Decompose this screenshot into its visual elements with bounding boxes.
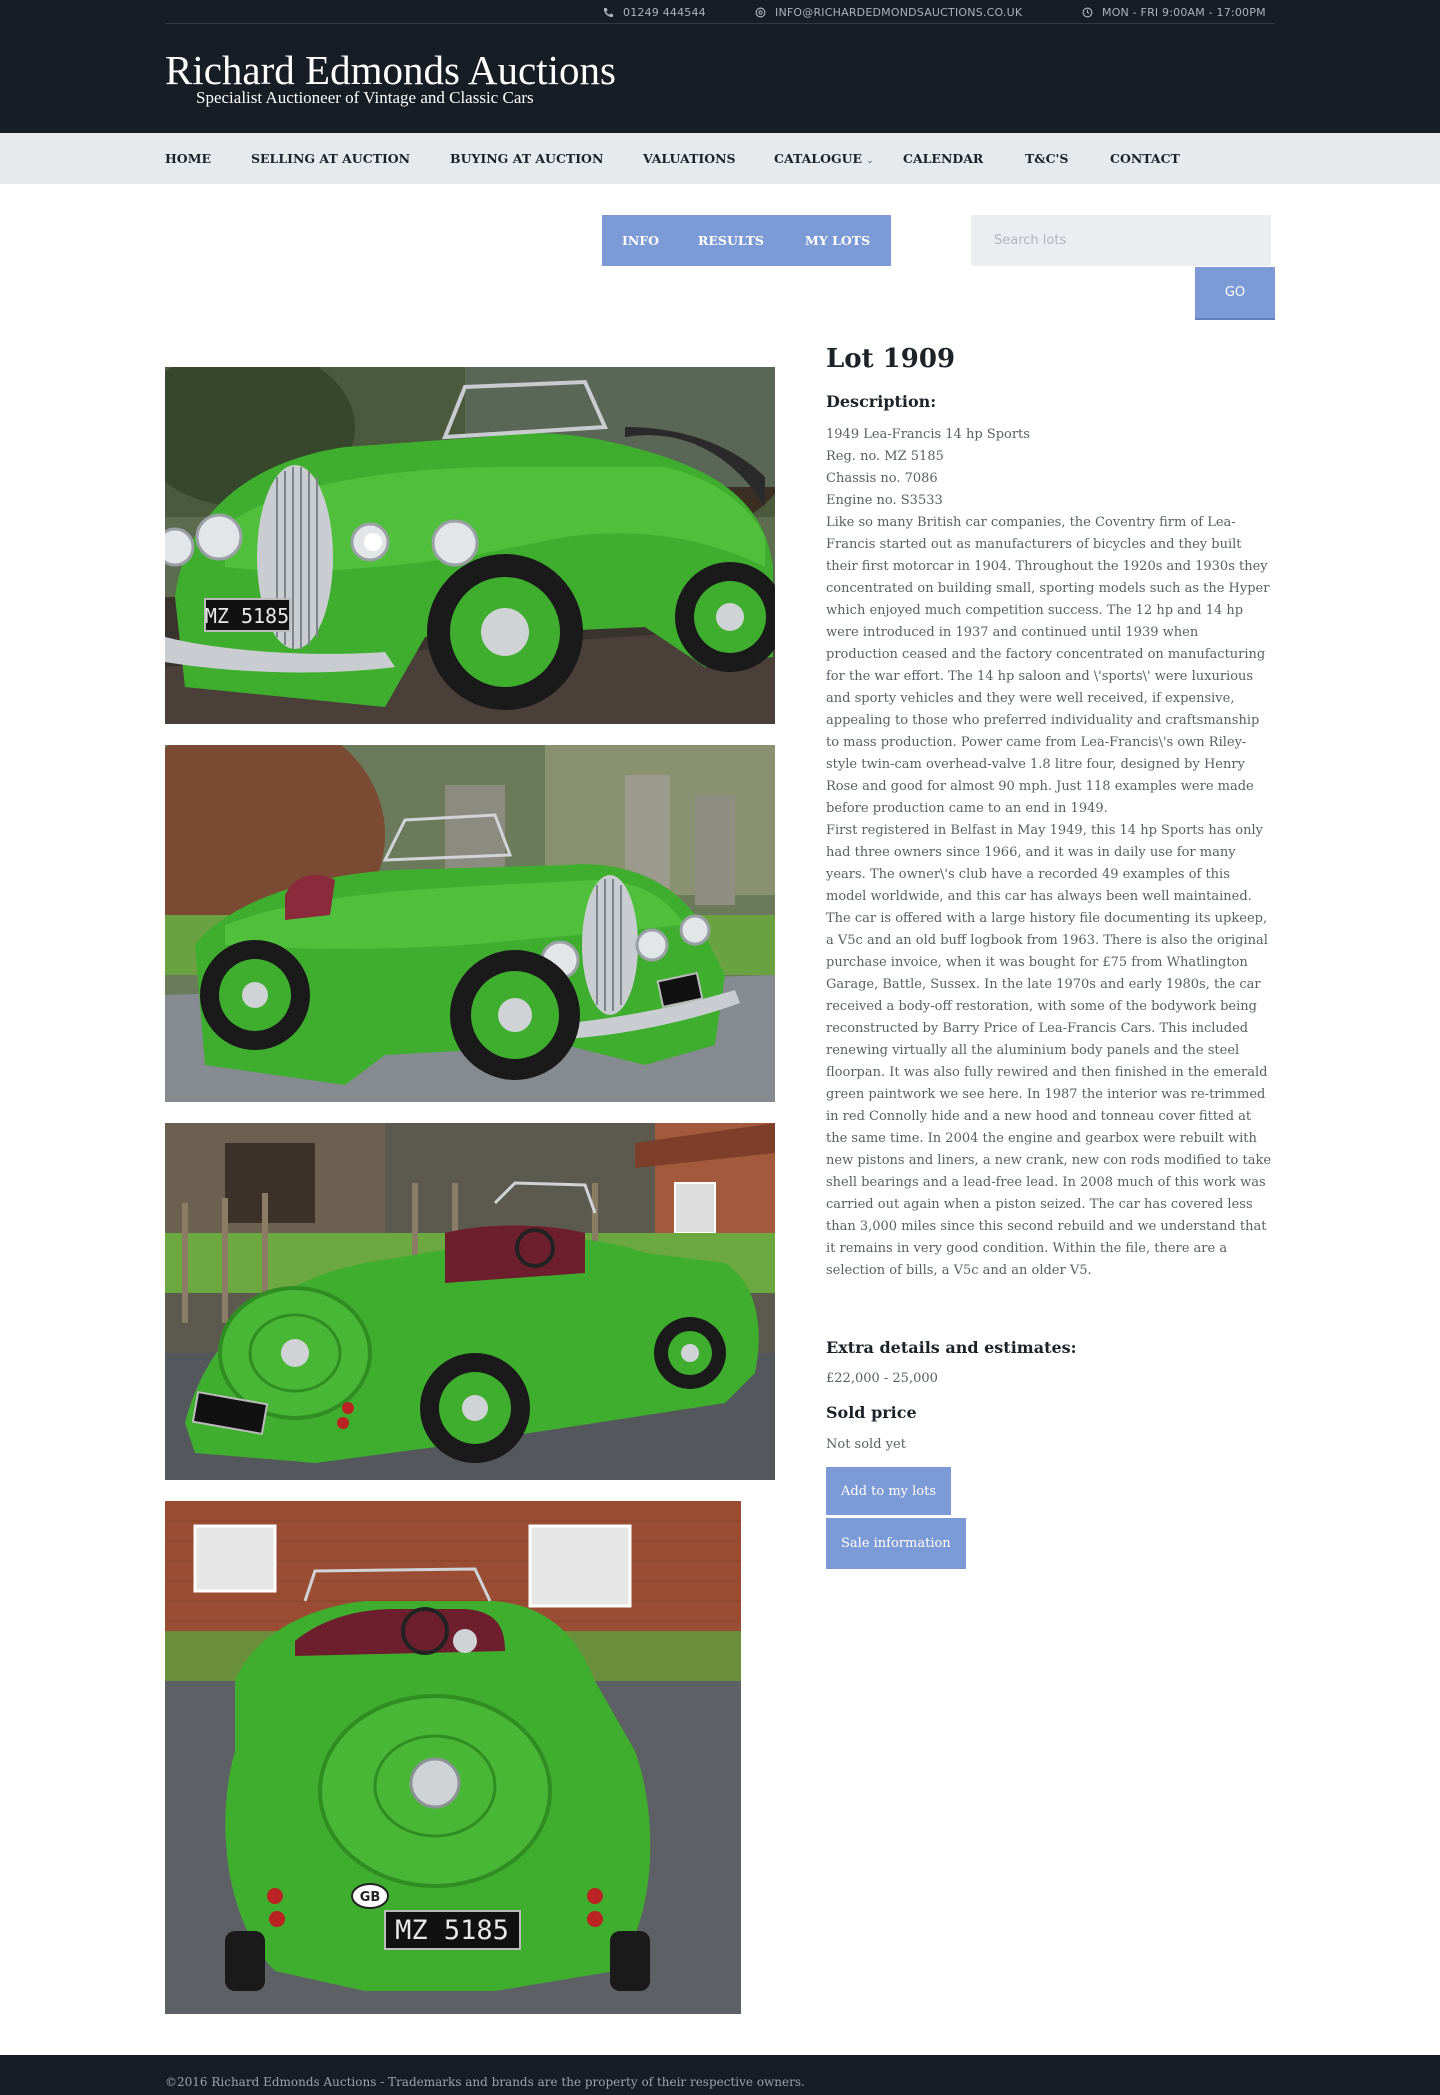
phone-icon (603, 7, 614, 18)
email-address: INFO@RICHARDEDMONDSAUCTIONS.CO.UK (775, 5, 1023, 19)
email-icon (755, 7, 766, 18)
nav-catalogue[interactable] (774, 133, 874, 184)
main-nav (0, 133, 1440, 184)
phone-number: 01249 444544 (623, 5, 706, 19)
tab-info[interactable]: INFO (622, 233, 660, 248)
nav-buying-at-auction[interactable]: BUYING AT AUCTION (450, 151, 604, 166)
description-paragraph-car: First registered in Belfast in May 1949, this 14 hp Sports has only had three owners since 1966, and it was in daily use for many years. The owner\'s club have a recorded 49 examples of this model worldwide, and this car has always been well maintained. The car is offered with a large history file documenting its upkeep, a V5c and an old buff logbook from 1963. There is also the original purchase invoice, when it was bought for £75 from Whatlington Garage, Battle, Sussex. In the late 1970s and early 1980s, the car received a body-off restoration, with some of the bodywork being reconstructed by Barry Price of Lea-Francis Cars. This included renewing virtually all the aluminium body panels and the steel floorpan. It was also fully rewired and then finished in the emerald green paintwork we see here. In 1987 the interior was re-trimmed in red Connolly hide and a new hood and tonneau cover fitted at the same time. In 2004 the engine and gearbox were rebuilt with new pistons and liners, a new crank, new con rods modified to take shell bearings and a lead-free lead. In 2008 much of this work was carried out again when a piston seized. The car has covered less than 3,000 miles since this second rebuild and we understand that it remains in very good condition. Within the file, there are a selection of bills, a V5c and an older V5. (826, 823, 1272, 1278)
add-to-my-lots-button[interactable]: Add to my lots (826, 1467, 951, 1515)
hours-contact (1082, 0, 1266, 24)
description-line: Engine no. S3533 (826, 493, 943, 508)
nav-valuations[interactable]: VALUATIONS (643, 151, 736, 166)
lot-description (826, 424, 1274, 1282)
phone-contact[interactable] (603, 0, 706, 24)
car-photo-4[interactable] (165, 1501, 741, 2014)
car-front-left-image (165, 367, 775, 724)
site-logo-title[interactable]: Richard Edmonds Auctions (165, 47, 616, 93)
sale-information-button[interactable]: Sale information (826, 1518, 966, 1569)
sold-price-value: Not sold yet (826, 1437, 906, 1452)
description-line: Reg. no. MZ 5185 (826, 449, 944, 464)
description-line: Chassis no. 7086 (826, 471, 938, 486)
site-header (0, 0, 1440, 133)
chevron-down-icon: ⌄ (866, 156, 874, 166)
nav-selling-at-auction[interactable]: SELLING AT AUCTION (251, 151, 411, 166)
nav-catalogue-label: CATALOGUE (774, 151, 863, 166)
auction-tabs (602, 215, 891, 266)
description-heading: Description: (826, 392, 937, 411)
car-rear-image (165, 1501, 741, 2014)
description-paragraph-history: Like so many British car companies, the Coventry firm of Lea-Francis started out as manufacturers of bicycles and they built their first motorcar in 1904. Throughout the 1920s and 1930s they concentrated on building small, sporting models such as the Hyper which enjoyed much competition success. The 12 hp and 14 hp were introduced in 1937 and continued until 1939 when production ceased and the factory concentrated on manufacturing for the war effort. The 14 hp saloon and \'sports\' were luxurious and sporty vehicles and they were well received, if expensive, appealing to those who preferred individuality and craftsmanship to mass production. Power came from Lea-Francis\'s own Riley-style twin-cam overhead-valve 1.8 litre four, designed by Henry Rose and good for almost 90 mph. Just 118 examples were made before production came to an end in 1949. (826, 515, 1270, 816)
clock-icon (1082, 7, 1093, 18)
extra-details-heading: Extra details and estimates: (826, 1338, 1077, 1357)
site-footer (0, 2055, 1440, 2095)
description-line: 1949 Lea-Francis 14 hp Sports (826, 427, 1030, 442)
gb-badge-text: GB (359, 1890, 381, 1905)
car-front-right-image (165, 745, 775, 1102)
estimate-value: £22,000 - 25,000 (826, 1371, 938, 1386)
car-photo-2[interactable] (165, 745, 775, 1102)
car-photo-3[interactable] (165, 1123, 775, 1480)
tab-my-lots[interactable]: MY LOTS (805, 233, 871, 248)
nav-home[interactable]: HOME (165, 151, 212, 166)
car-rear-left-image (165, 1123, 775, 1480)
number-plate-text: MZ 5185 (204, 604, 290, 628)
nav-calendar[interactable]: CALENDAR (903, 151, 984, 166)
nav-terms[interactable]: T&C'S (1025, 151, 1069, 166)
search-go-button[interactable]: GO (1195, 267, 1275, 318)
email-contact[interactable] (755, 0, 1022, 24)
nav-contact[interactable]: CONTACT (1110, 151, 1180, 166)
tab-results[interactable]: RESULTS (698, 233, 764, 248)
contact-bar (165, 0, 1275, 24)
sold-price-heading: Sold price (826, 1403, 917, 1422)
car-photo-1[interactable] (165, 367, 775, 724)
opening-hours: MON - FRI 9:00AM - 17:00PM (1102, 5, 1266, 19)
search-lots-input[interactable] (971, 215, 1271, 266)
lot-title: Lot 1909 (826, 344, 956, 374)
site-tagline: Specialist Auctioneer of Vintage and Classic Cars (196, 88, 534, 107)
footer-copyright: ©2016 Richard Edmonds Auctions - Trademarks and brands are the property of their respective owners. (165, 2075, 805, 2089)
rear-number-plate-text: MZ 5185 (395, 1915, 509, 1946)
